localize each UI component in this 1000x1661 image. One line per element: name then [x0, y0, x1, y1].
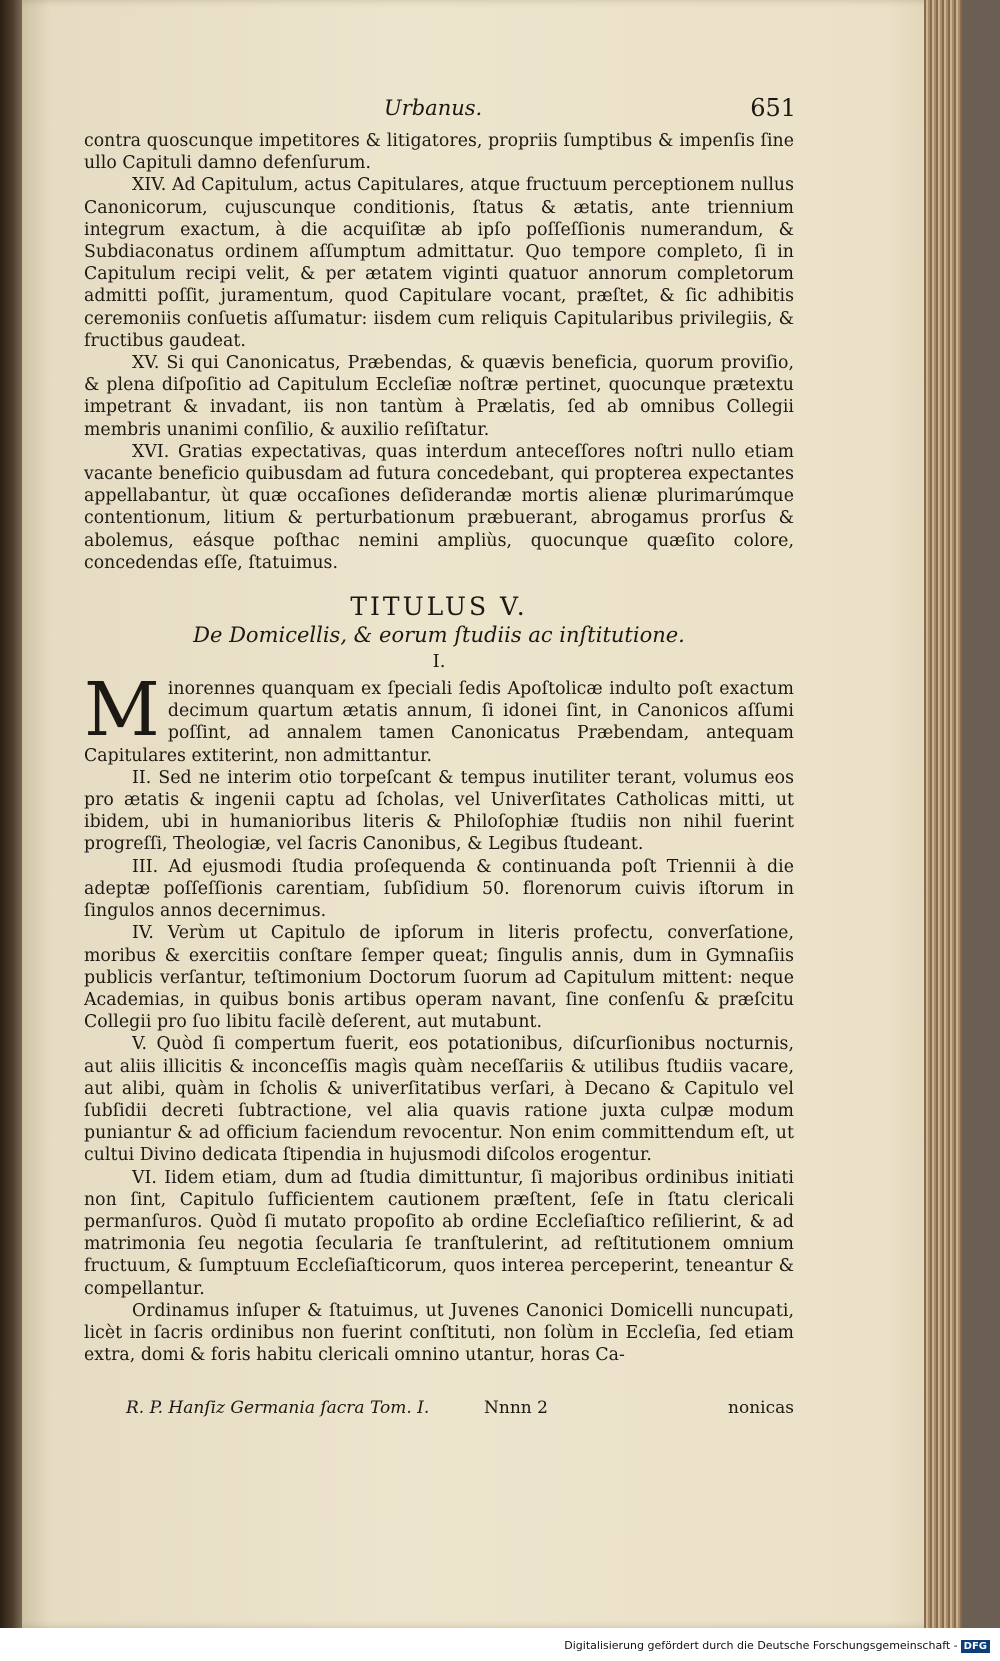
paragraph: III. Ad ejusmodi ſtudia proſequenda & continuanda poſt Triennii à die adeptæ poſſeſſionis carentiam, ſubſidium 50. florenorum cuivis iſtorum in ſingulos annos decernimus.	[84, 856, 794, 922]
section-title: TITULUS V.	[350, 592, 528, 622]
dropcap-paragraph	[84, 667, 794, 767]
paragraph: XV. Si qui Canonicatus, Præbendas, & quævis beneficia, quorum proviſio, & plena diſpoſitio ad Capitulum Eccleſiæ noſtræ pertinet, quocunque prætextu impetrant & invadant, iis non tantùm à Prælatis, ſed ab omnibus Collegii membris unanimi conſilio, & auxilio reſiſtatur.	[84, 353, 794, 440]
paragraph: II. Sed ne interim otio torpeſcant & tempus inutiliter terant, volumus eos pro ætatis & ingenii captu ad ſcholas, vel Univerſitates Catholicas mitti, ut ibidem, ubi in humanioribus literis & Philoſophiæ ſtudiis non nihil fuerint progreſſi, Theologiæ, vel ſacris Canonibus, & Legibus ſtudeant.	[84, 767, 794, 855]
paragraph: VI. Iidem etiam, dum ad ſtudia dimittuntur, ſi majoribus ordinibus initiati non ſint, Capitulo ſufficientem cautionem præſtent, ſeſe in ſtatu clericali permanſuros. Quòd ſi mutato propoſito ab ordine Eccleſiaſtico reſilierint, & ad matrimonia ſeu negotia ſecularia ſe tranſtulerint, ad reſtitutionem omnium fructuum, & ſumptuum Eccleſiaſticorum, quos interea perceperint, teneantur & compellantur.	[84, 1167, 794, 1299]
paragraph: contra quoscunque impetitores & litigatores, propriis ſumptibus & impenſis ſine ullo Capituli damno defenſurum.	[84, 131, 794, 174]
page-body	[84, 130, 794, 1366]
dfg-logo: DFG	[961, 1640, 990, 1653]
paragraph: V. Quòd ſi compertum fuerit, eos potationibus, diſcurſionibus nocturnis, aut aliis illicitis & inconceſſis magìs quàm neceſſariis & utilibus ſtudiis vacare, aut alibi, quàm in ſcholis & univerſitatibus verſari, à Decano & Capitulo vel ſubſidii decreti ſubtractione, vel alia quavis ratione juxta culpæ modum puniantur & ad officium faciendum revocentur. Non enim committendum eſt, ut cultui Divino dedicata ſtipendia in hujusmodi diſcolos erogentur.	[84, 1034, 794, 1166]
running-header	[84, 96, 794, 126]
footer-citation: R. P. Hanſiz Germania ſacra Tom. I.	[126, 1398, 430, 1418]
section-subtitle: De Domicellis, & eorum ſtudiis ac inſtitutione.	[193, 623, 685, 648]
paragraph: XVI. Gratias expectativas, quas interdum anteceſſores noſtri nullo etiam vacante beneficio quibusdam ad futura concedebant, qui propterea expectantes appellabantur, ùt quæ occaſiones deſiderandæ mortis alienæ plurimarúmque contentionum, litium & perturbationum præbuerant, abrogamus prorſus & abolemus, eásque poſthac nemini ampliùs, quocunque quæſito colore, concedendas eſſe, ſtatuimus.	[84, 441, 794, 573]
funding-credit	[564, 1639, 990, 1653]
credit-bar	[0, 1628, 1000, 1661]
running-title: Urbanus.	[384, 96, 483, 120]
credit-text: Digitalisierung gefördert durch die Deutsche Forschungsgemeinschaft -	[564, 1639, 958, 1652]
signature-mark: Nnnn 2	[484, 1398, 548, 1418]
paragraph: Ordinamus inſuper & ſtatuimus, ut Juvenes Canonici Domicelli nuncupati, licèt in ſacris ordinibus non fuerint conſtituti, non ſolùm in Eccleſia, ſed etiam extra, domi & foris habitu clericali omnino utantur, horas Ca-	[84, 1300, 794, 1366]
dropcap-paragraph-text: inorennes quanquam ex ſpeciali ſedis Apoſtolicæ indulto poſt exactum decimum quartum ætatis annum, ſi idonei ſint, in Canonicos aſſumi poſſint, ad annalem tamen Canonicatus Præbendam, antequam Capitulares extiterint, non admittantur.	[84, 679, 794, 766]
section-number: I.	[432, 651, 446, 673]
book-page	[22, 0, 962, 1628]
page-edge	[924, 0, 962, 1628]
catchword: nonicas	[728, 1398, 794, 1418]
book-spine	[0, 0, 22, 1661]
paragraph: IV. Verùm ut Capitulo de ipſorum in literis profectu, converſatione, moribus & exercitiis conſtare ſemper queat; ſingulis annis, dum in Gymnaſiis publicis verſantur, teſtimonium Doctorum ſuorum ad Capitulum mittent: neque Academias, in quibus bonis artibus operam navant, ſine conſenſu & præſcitu Collegii pro ſuo libitu facilè deſerent, aut mutabunt.	[84, 923, 794, 1033]
paragraph: XIV. Ad Capitulum, actus Capitulares, atque fructuum perceptionem nullus Canonicorum, cujuscunque conditionis, ſtatus & ætatis, ante triennium integrum exactum, à die acquiſitæ ab ipſo poſſeſſionis numerandum, & Subdiaconatus ordinem aſſumptum admittatur. Quo tempore completo, ſi in Capitulum recipi velit, & per ætatem viginti quatuor annorum completorum admitti poſſit, juramentum, quod Capitulare vocant, præſtet, & ſic adhibitis ceremoniis conſuetis aſſumatur: iisdem cum reliquis Capitularibus privilegiis, & fructibus gaudeat.	[84, 175, 794, 351]
drop-cap: M	[84, 667, 160, 754]
page-footer	[84, 1398, 794, 1426]
page-number: 651	[750, 94, 796, 122]
